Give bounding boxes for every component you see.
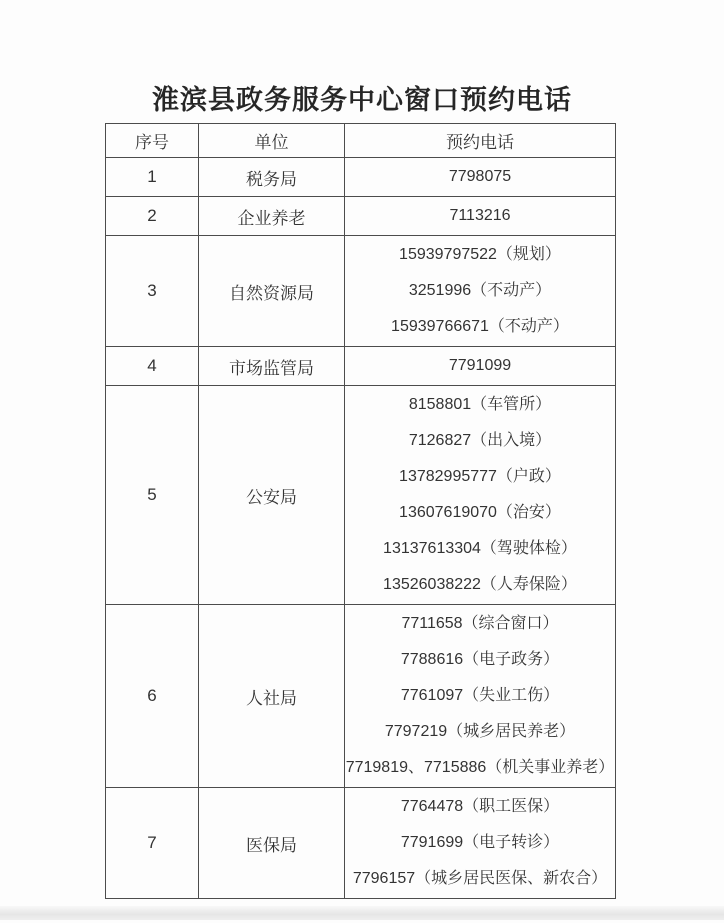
table-row xyxy=(106,197,616,236)
phone-entry: 13526038222（人寿保险） xyxy=(383,576,577,593)
cell-seq: 7 xyxy=(106,788,199,899)
table-row xyxy=(106,788,616,899)
phone-entry: 7796157（城乡居民医保、新农合） xyxy=(352,870,608,887)
appointment-phone-table xyxy=(105,123,616,899)
phone-entry: 7798075 xyxy=(448,168,512,185)
phone-entry: 7113216 xyxy=(449,207,511,224)
cell-phones xyxy=(345,197,616,236)
phone-entry: 3251996（不动产） xyxy=(408,282,552,299)
cell-unit: 人社局 xyxy=(199,605,345,788)
page-bottom-shadow xyxy=(0,906,724,920)
phone-entry: 7791099 xyxy=(448,357,512,374)
phone-entry: 15939797522（规划） xyxy=(399,246,561,263)
phone-entry: 7788616（电子政务） xyxy=(400,651,560,668)
phone-entry: 15939766671（不动产） xyxy=(391,318,569,335)
cell-unit: 市场监管局 xyxy=(199,347,345,386)
phone-entry: 8158801（车管所） xyxy=(408,396,552,413)
cell-seq: 4 xyxy=(106,347,199,386)
phone-entry: 13782995777（户政） xyxy=(399,468,561,485)
cell-phones xyxy=(345,605,616,788)
cell-unit: 自然资源局 xyxy=(199,236,345,347)
table-row xyxy=(106,236,616,347)
cell-phones xyxy=(345,788,616,899)
cell-unit: 医保局 xyxy=(199,788,345,899)
header-seq: 序号 xyxy=(106,124,199,158)
table-row xyxy=(106,347,616,386)
cell-phones xyxy=(345,236,616,347)
phone-entry: 7126827（出入境） xyxy=(408,432,552,449)
cell-phones xyxy=(345,158,616,197)
table-body xyxy=(106,158,616,899)
cell-unit: 企业养老 xyxy=(199,197,345,236)
cell-seq: 6 xyxy=(106,605,199,788)
phone-entry: 7791699（电子转诊） xyxy=(400,834,560,851)
cell-unit: 税务局 xyxy=(199,158,345,197)
cell-seq: 5 xyxy=(106,386,199,605)
phone-entry: 7797219（城乡居民养老） xyxy=(384,723,576,740)
table-header-row xyxy=(106,124,616,158)
page-title: 淮滨县政务服务中心窗口预约电话 xyxy=(152,85,572,115)
cell-phones xyxy=(345,347,616,386)
phone-entry: 7764478（职工医保） xyxy=(400,798,560,815)
phone-entry: 13137613304（驾驶体检） xyxy=(383,540,577,557)
cell-phones xyxy=(345,386,616,605)
cell-seq: 1 xyxy=(106,158,199,197)
table-row xyxy=(106,605,616,788)
phone-entry: 13607619070（治安） xyxy=(399,504,561,521)
table-row xyxy=(106,386,616,605)
cell-seq: 3 xyxy=(106,236,199,347)
table-row xyxy=(106,158,616,197)
header-phone: 预约电话 xyxy=(345,124,616,158)
phone-entry: 7711658（综合窗口） xyxy=(401,615,559,632)
phone-entry: 7719819、7715886（机关事业养老） xyxy=(345,759,615,776)
phone-entry: 7761097（失业工伤） xyxy=(400,687,560,704)
cell-unit: 公安局 xyxy=(199,386,345,605)
header-unit: 单位 xyxy=(199,124,345,158)
cell-seq: 2 xyxy=(106,197,199,236)
